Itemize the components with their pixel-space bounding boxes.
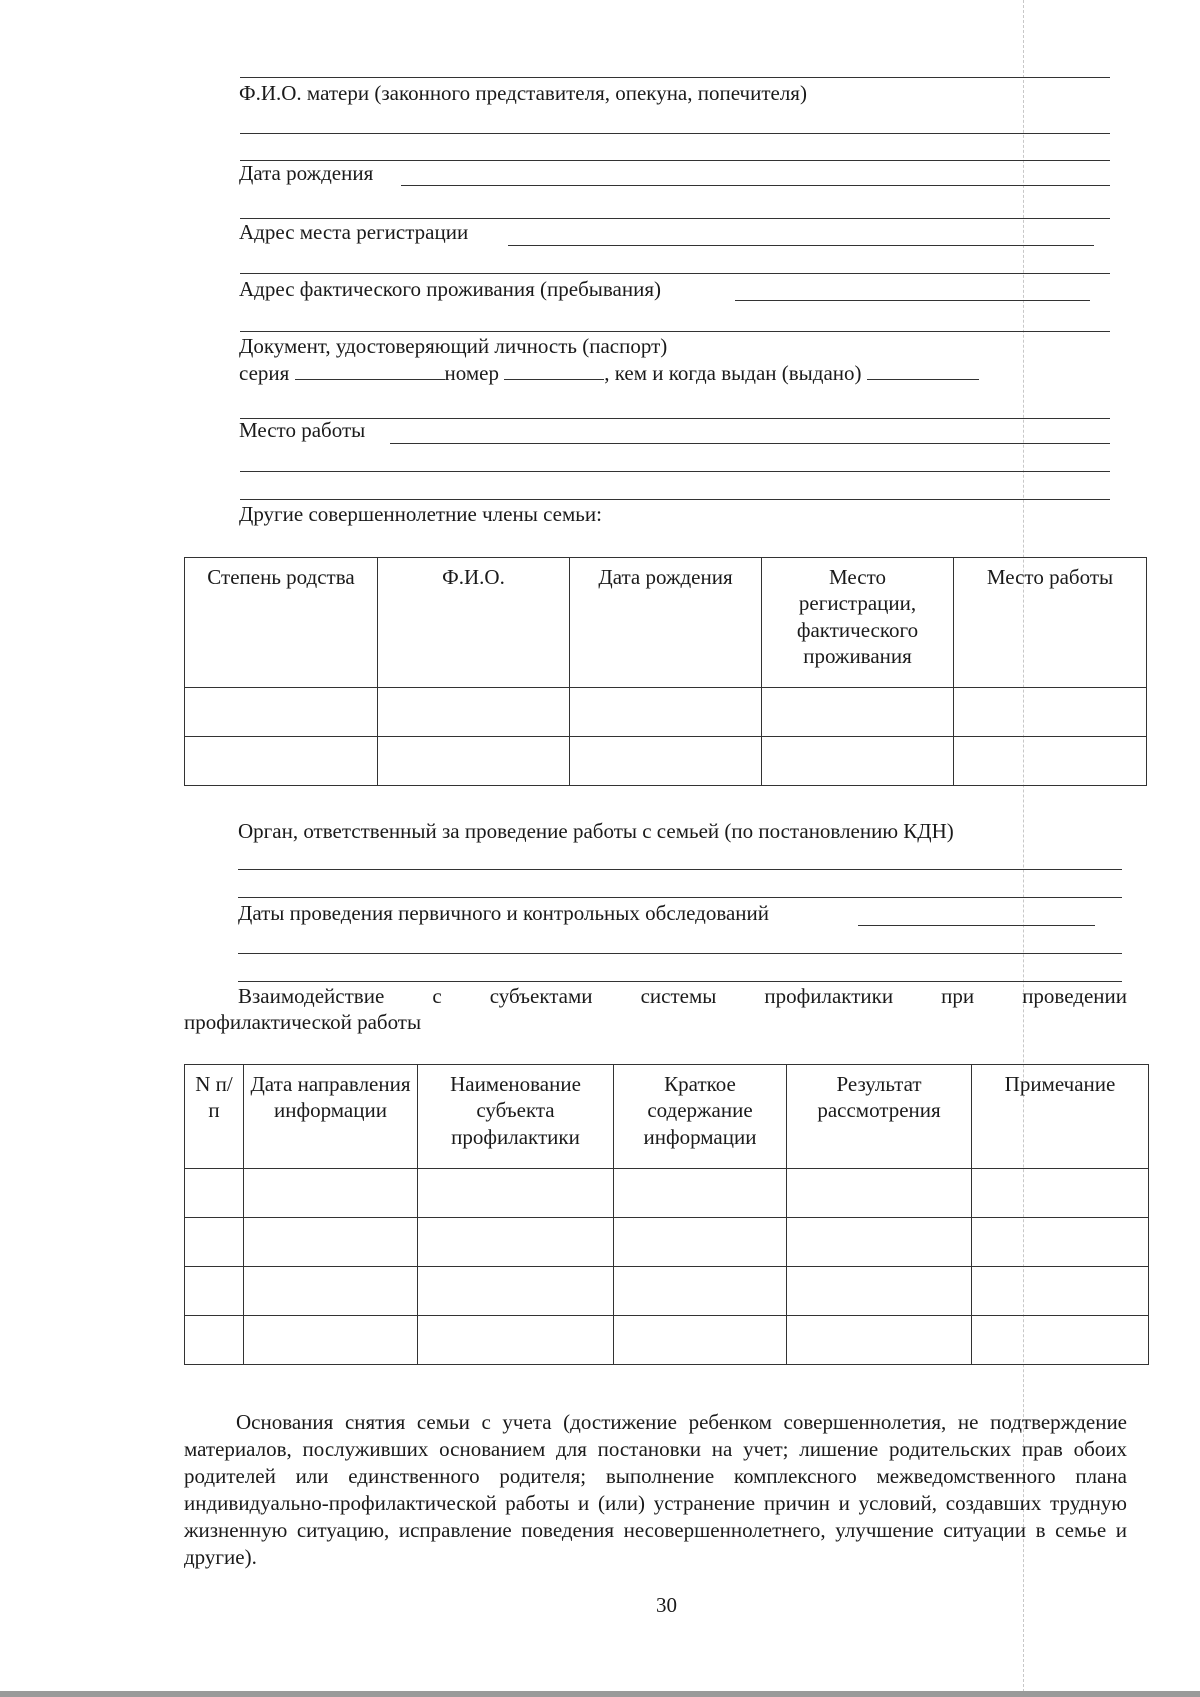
organ-label: Орган, ответственный за проведение работы с семьей (по постановлению КДН) [238, 819, 954, 843]
table-cell[interactable] [244, 1218, 418, 1267]
work-field[interactable] [390, 443, 1110, 444]
table-cell[interactable] [787, 1316, 972, 1365]
work-line-2[interactable] [240, 471, 1110, 472]
work-label: Место работы [239, 418, 366, 442]
survey-dates-field[interactable] [858, 925, 1095, 926]
family-col-relation: Степень родства [185, 558, 378, 688]
mother-fio-line-1[interactable] [240, 133, 1110, 134]
family-heading: Другие совершеннолетние члены семьи: [239, 502, 602, 526]
issued-label: , кем и когда выдан (выдано) [604, 361, 862, 385]
family-col-address: Место регистрации, фактического проживания [762, 558, 954, 688]
organ-line-1[interactable] [238, 869, 1122, 870]
mother-fio-label: Ф.И.О. матери (законного представителя, опекуна, попечителя) [239, 81, 807, 105]
table-cell[interactable] [418, 1218, 614, 1267]
table-row [185, 688, 1147, 737]
table-cell[interactable] [570, 688, 762, 737]
table-row [185, 1169, 1149, 1218]
family-table-header [185, 558, 1147, 688]
table-cell[interactable] [954, 737, 1147, 786]
table-cell[interactable] [787, 1267, 972, 1316]
table-cell[interactable] [418, 1267, 614, 1316]
survey-line-2[interactable] [238, 953, 1122, 954]
number-field[interactable] [504, 361, 604, 380]
table-cell[interactable] [762, 737, 954, 786]
table-cell[interactable] [762, 688, 954, 737]
table-cell[interactable] [614, 1316, 787, 1365]
organ-line-2[interactable] [238, 897, 1122, 898]
interaction-col-result: Результат рассмотрения [787, 1065, 972, 1169]
table-cell[interactable] [185, 1218, 244, 1267]
actual-address-label: Адрес фактического проживания (пребывания) [239, 277, 661, 301]
table-cell[interactable] [378, 688, 570, 737]
table-row [185, 737, 1147, 786]
table-cell[interactable] [570, 737, 762, 786]
work-line-top[interactable] [240, 418, 1110, 419]
series-label: серия [239, 361, 290, 385]
family-col-birth: Дата рождения [570, 558, 762, 688]
table-cell[interactable] [244, 1267, 418, 1316]
table-cell[interactable] [185, 737, 378, 786]
table-cell[interactable] [244, 1169, 418, 1218]
interaction-col-number: N п/п [185, 1065, 244, 1169]
issued-field[interactable] [867, 361, 979, 380]
work-line-3[interactable] [240, 499, 1110, 500]
interaction-col-date: Дата направления информации [244, 1065, 418, 1169]
table-row [185, 1316, 1149, 1365]
actual-address-field[interactable] [735, 300, 1090, 301]
table-cell[interactable] [185, 1267, 244, 1316]
table-row [185, 1267, 1149, 1316]
family-col-fio: Ф.И.О. [378, 558, 570, 688]
birth-date-field[interactable] [401, 185, 1110, 186]
document-label: Документ, удостоверяющий личность (паспорт) [239, 334, 668, 358]
interaction-table-header [185, 1065, 1149, 1169]
series-field[interactable] [295, 361, 445, 380]
table-cell[interactable] [614, 1169, 787, 1218]
birth-date-label: Дата рождения [239, 161, 374, 185]
table-cell[interactable] [972, 1169, 1149, 1218]
table-cell[interactable] [787, 1218, 972, 1267]
table-cell[interactable] [972, 1218, 1149, 1267]
reg-address-label: Адрес места регистрации [239, 220, 469, 244]
family-col-work: Место работы [954, 558, 1147, 688]
table-cell[interactable] [418, 1169, 614, 1218]
table-cell[interactable] [954, 688, 1147, 737]
table-cell[interactable] [972, 1316, 1149, 1365]
table-cell[interactable] [418, 1316, 614, 1365]
page-number: 30 [656, 1593, 677, 1617]
scan-bottom-edge [0, 1691, 1200, 1697]
interaction-col-content: Краткое содержание информации [614, 1065, 787, 1169]
table-row [185, 1218, 1149, 1267]
number-label: номер [444, 361, 499, 385]
table-cell[interactable] [185, 1316, 244, 1365]
interaction-table [184, 1064, 1149, 1365]
survey-dates-label: Даты проведения первичного и контрольных обследований [238, 901, 770, 925]
table-cell[interactable] [185, 1169, 244, 1218]
survey-line-3[interactable] [238, 981, 1122, 982]
document-series-row [239, 360, 979, 386]
reg-address-field[interactable] [508, 245, 1094, 246]
family-members-table [184, 557, 1147, 786]
interaction-heading-line2: профилактической работы [184, 1010, 422, 1034]
table-cell[interactable] [787, 1169, 972, 1218]
interaction-heading-line1: Взаимодействие с субъектами системы профилактики при проведении [238, 984, 1127, 1008]
actual-address-line-2[interactable] [240, 331, 1110, 332]
top-rule [240, 77, 1110, 78]
grounds-paragraph: Основания снятия семьи с учета (достижение ребенком совершеннолетия, не подтверждение материалов, послуживших основанием для постановки на учет; лишение родительских прав обоих родителей или единственного родителя; выполнение комплексного межведомственного плана индивидуально-профилактической работы и (или) устранение причин и условий, создавших трудную жизненную ситуацию, исправление поведения несовершеннолетнего, улучшение ситуации в семье и другие). [184, 1410, 1127, 1569]
table-cell[interactable] [614, 1267, 787, 1316]
table-cell[interactable] [244, 1316, 418, 1365]
table-cell[interactable] [972, 1267, 1149, 1316]
interaction-col-note: Примечание [972, 1065, 1149, 1169]
table-cell[interactable] [378, 737, 570, 786]
interaction-col-subject: Наименование субъекта профилактики [418, 1065, 614, 1169]
table-cell[interactable] [185, 688, 378, 737]
table-cell[interactable] [614, 1218, 787, 1267]
reg-address-line-2[interactable] [240, 273, 1110, 274]
